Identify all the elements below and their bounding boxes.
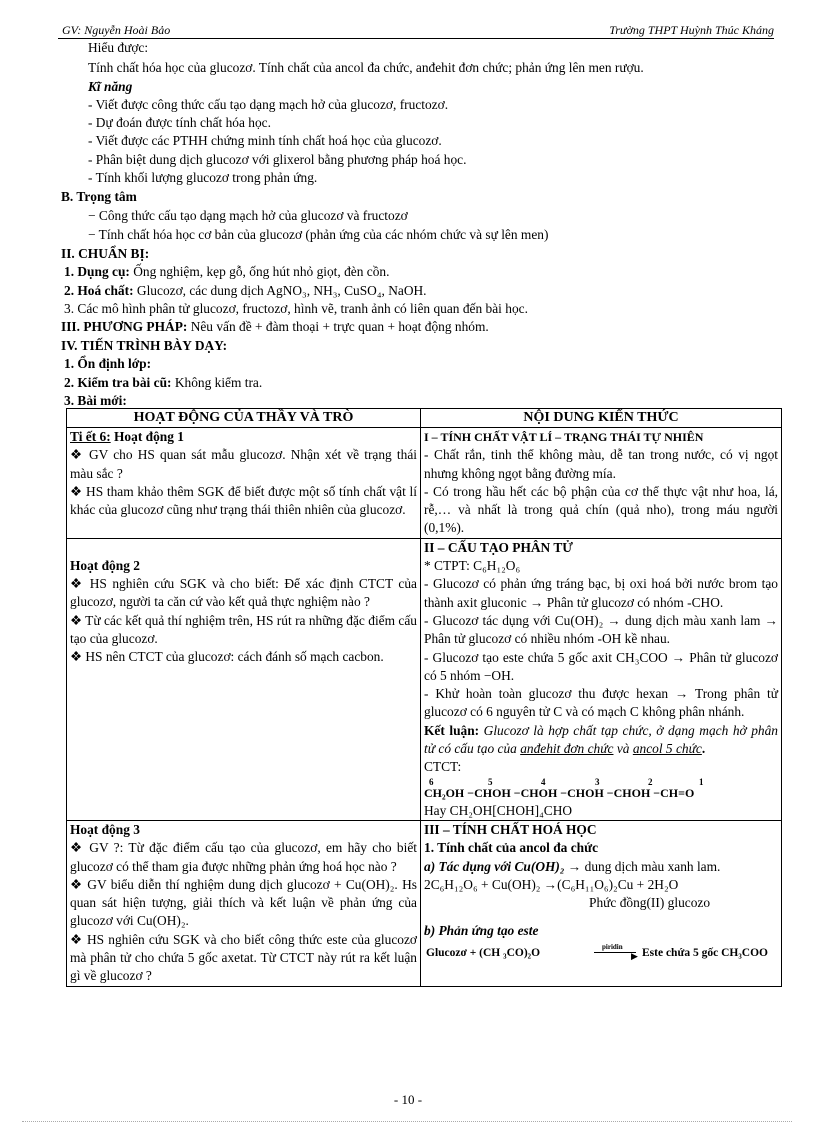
reaction-a-label: a) Tác dụng với Cu(OH)₂: [424, 858, 565, 874]
row1-left: [67, 428, 421, 539]
on-dinh-line: 1. Ổn định lớp:: [64, 356, 152, 371]
content-item: - Glucozơ có phản ứng tráng bạc, bị oxi hoá bởi nước brom tạo thành axit gluconic → Phân tử glucozơ có nhóm -CHO.: [424, 576, 778, 610]
carbon-number: 6: [429, 776, 434, 787]
dung-cu-text: Ống nghiệm, kẹp gỗ, ống hút nhỏ giọt, đèn cồn.: [129, 264, 390, 279]
ket-luan-mid: và: [613, 741, 633, 757]
hoa-chat-text: Glucozơ, các dung dịch AgNO₃, NH₃, CuSO₄, NaOH.: [133, 283, 427, 298]
ki-nang-item: - Dự đoán được tính chất hóa học.: [88, 115, 271, 130]
page-number: - 10 -: [393, 1092, 423, 1107]
ket-luan-text: Glucozơ là hợp chất tạp chức, ở dạng mạch hở phân tử có cấu tạo của: [424, 722, 778, 757]
row1-item: ❖ GV cho HS quan sát mẫu glucozơ. Nhận xét về trạng thái màu sắc ?: [70, 447, 417, 481]
reaction-arrow-icon: [594, 952, 636, 953]
ki-nang-item: - Tính khối lượng glucozơ trong phản ứng.: [88, 170, 318, 185]
equation-2-product: Este chứa 5 gốc CH₃COO: [642, 946, 768, 959]
equation-1-product: Phức đồng(II) glucozo: [589, 895, 711, 911]
table-header-row: [67, 409, 782, 428]
kiem-tra-line: [64, 375, 262, 391]
ctpt-line: * CTPT: C₆H₁₂O₆: [424, 558, 521, 574]
phuong-phap-text: Nêu vấn đề + đàm thoại + trực quan + hoạt động nhóm.: [187, 319, 489, 334]
trong-tam-item: − Tính chất hóa học cơ bản của glucozơ (phản ứng của các nhóm chức và sự lên men): [88, 227, 549, 242]
carbon-number: 5: [488, 776, 493, 787]
carbon-number: 3: [595, 776, 600, 787]
ket-luan-alcohol: ancol 5 chức: [632, 741, 702, 757]
tien-trinh-heading: IV. TIẾN TRÌNH BÀY DẠY:: [61, 338, 228, 353]
mo-hinh-line: 3. Các mô hình phân tử glucozơ, fructozơ, hình vẽ, tranh ảnh có liên quan đến bài học.: [64, 301, 528, 316]
phuong-phap-label: III. PHƯƠNG PHÁP:: [61, 319, 188, 334]
kiem-tra-label: 2. Kiểm tra bài cũ:: [64, 375, 172, 390]
carbon-number: 4: [541, 776, 546, 787]
ket-luan-label: Kết luận:: [424, 722, 480, 738]
ket-luan-aldehyde: anđehit đơn chức: [520, 741, 614, 757]
row2-title: Hoạt động 2: [70, 557, 140, 573]
col-header-content: NỘI DUNG KIẾN THỨC: [421, 409, 782, 428]
reaction-a: [424, 858, 778, 876]
kiem-tra-text: Không kiểm tra.: [171, 375, 263, 390]
table-row: [67, 428, 782, 539]
row3-item: ❖ HS nghiên cứu SGK và cho biết công thức este của glucozơ mà phân tử cho chứa 5 gốc axetat. Từ CTCT này rút ra kết luận gì về glucozơ ?: [70, 931, 417, 984]
row3-item: ❖ GV ?: Từ đặc điểm cấu tạo của glucozơ, em hãy cho biết glucozơ có thể tham gia được những phản ứng hoá học nào ?: [70, 840, 417, 874]
ket-luan-end: .: [701, 741, 706, 757]
lesson-table: [66, 408, 782, 987]
ki-nang-item: - Viết được các PTHH chứng minh tính chất hoá học của glucozơ.: [88, 133, 442, 148]
equation-2-reactants: Glucozơ + (CH ₃CO)₂O: [426, 946, 541, 959]
reaction-b-label: b) Phản ứng tạo este: [424, 923, 539, 939]
arrow-head-icon: ▶: [631, 950, 638, 961]
ket-luan-paragraph: [424, 722, 778, 759]
tiet-label: Ti ết 6:: [70, 429, 111, 444]
trong-tam-heading: B. Trọng tâm: [61, 189, 137, 204]
row2-item: ❖ HS nghiên cứu SGK và cho biết: Để xác định CTCT của glucozơ, người ta căn cứ vào kết quả thực nghiệm nào ?: [70, 576, 417, 610]
row3-left: [67, 820, 421, 986]
bai-moi-line: 3. Bài mới:: [64, 393, 127, 408]
header-school: Trường THPT Huỳnh Thúc Kháng: [609, 23, 774, 37]
section-title: III – TÍNH CHẤT HOÁ HỌC: [424, 821, 597, 837]
row1-title: [70, 428, 417, 446]
hay-formula: Hay CH₂OH[CHOH]₄CHO: [424, 802, 573, 818]
table-row: [67, 538, 782, 820]
trong-tam-item: − Công thức cấu tạo dạng mạch hở của glucozơ và fructozơ: [88, 208, 408, 223]
hieu-duoc-text: Tính chất hóa học của glucozơ. Tính chất của ancol đa chức, anđehit đơn chức; phản ứng lên men rượu.: [88, 60, 644, 75]
ctct-label: CTCT:: [424, 759, 462, 775]
spacer: [424, 912, 778, 922]
ki-nang-item: - Phân biệt dung dịch glucozơ với glixerol bằng phương pháp hoá học.: [88, 152, 467, 167]
header-author: GV: Nguyễn Hoài Bảo: [62, 23, 171, 37]
row2-right: [421, 538, 782, 820]
carbon-number: 2: [648, 776, 653, 787]
hieu-duoc-label: Hiểu được:: [88, 40, 149, 55]
col-header-activities: HOẠT ĐỘNG CỦA THẦY VÀ TRÒ: [67, 409, 421, 428]
dung-cu-line: [64, 264, 389, 280]
ki-nang-heading: Kĩ năng: [88, 79, 133, 94]
sub-section-title: 1. Tính chất của ancol đa chức: [424, 840, 599, 856]
row3-item: ❖ GV biểu diễn thí nghiệm dung dịch glucozơ + Cu(OH)₂. Hs quan sát hiện tượng, giải thích và kết luận về phản ứng của glucozơ với Cu(OH)₂.: [70, 876, 417, 929]
row2-item: ❖ HS nên CTCT của glucozơ: cách đánh số mạch cacbon.: [70, 649, 384, 665]
glucose-structure: CH₂OH −CHOH −CHOH −CHOH −CHOH −CH=O: [424, 785, 695, 800]
dung-cu-label: 1. Dụng cụ:: [64, 264, 130, 279]
activity-label: Hoạt động 1: [110, 429, 184, 444]
row2-left: [67, 538, 421, 820]
equation-2-condition: piridin: [602, 942, 623, 951]
row2-item: ❖ Từ các kết quả thí nghiệm trên, HS rút ra những đặc điểm cấu tạo của glucozơ.: [70, 612, 417, 646]
page-bottom-rule: [22, 1121, 792, 1122]
equation-1: 2C₆H₁₂O₆ + Cu(OH)₂ →(C₆H₁₁O₆)₂Cu + 2H₂O: [424, 876, 679, 892]
content-item: - Glucozơ tạo este chứa 5 gốc axit CH₃COO → Phân tử glucozơ có 5 nhóm −OH.: [424, 649, 778, 683]
section-title: I – TÍNH CHẤT VẬT LÍ – TRẠNG THÁI TỰ NHIÊN: [424, 430, 704, 444]
row1-right: [421, 428, 782, 539]
hoa-chat-line: [64, 283, 427, 299]
row3-title: Hoạt động 3: [70, 821, 140, 837]
row1-item: ❖ HS tham khảo thêm SGK để biết được một số tính chất vật lí khác của glucozơ cũng như trạng thái thiên nhiên của glucozơ.: [70, 483, 417, 518]
table-row: [67, 820, 782, 986]
carbon-numbering: [424, 777, 778, 787]
row3-right: [421, 820, 782, 986]
carbon-number: 1: [699, 776, 704, 787]
phuong-phap-line: [61, 319, 489, 335]
chuan-bi-heading: II. CHUẨN BỊ:: [61, 246, 150, 261]
ki-nang-item: - Viết được công thức cấu tạo dạng mạch hở của glucozơ, fructozơ.: [88, 97, 449, 112]
reaction-a-text: → dung dịch màu xanh lam.: [564, 858, 721, 874]
section-title: II – CẤU TẠO PHÂN TỬ: [424, 539, 573, 555]
content-item: - Chất rắn, tinh thể không màu, dễ tan trong nước, có vị ngọt nhưng không ngọt bằng đường mía.: [424, 447, 778, 481]
content-item: - Có trong hầu hết các bộ phận của cơ thể thực vật như hoa, lá, rễ,… và nhất là trong quả chín (quả nho), trong máu người (0,1%).: [424, 483, 778, 536]
hoa-chat-label: 2. Hoá chất:: [64, 283, 134, 298]
content-item: - Glucozơ tác dụng với Cu(OH)₂ → dung dịch màu xanh lam → Phân tử glucozơ có nhiều nhóm -OH kề nhau.: [424, 612, 778, 647]
page-header: [58, 22, 774, 39]
content-item: - Khử hoàn toàn glucozơ thu được hexan → Trong phân tử glucozơ có 6 nguyên tử C và có mạch C không phân nhánh.: [424, 686, 778, 720]
equation-2: [424, 941, 778, 961]
